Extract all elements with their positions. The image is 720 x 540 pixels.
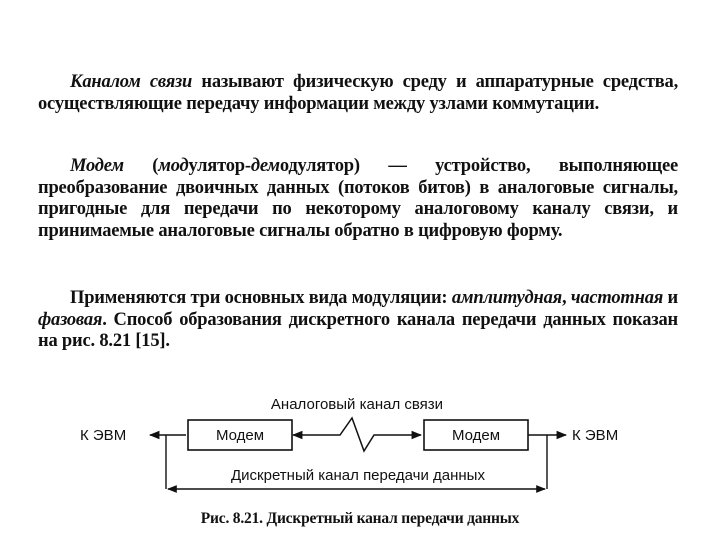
analog-link-zigzag (293, 418, 421, 451)
paragraph-modem-definition (38, 156, 678, 242)
paragraph-channel-definition (38, 72, 678, 115)
channel-definition-text: называют физическую среду и аппаратурные средства, осуществляющие передачу информации между узлами коммутации. (38, 72, 678, 114)
modem-mid-part: улятор- (188, 156, 251, 176)
modem-mod-part: мод (158, 156, 189, 176)
right-terminal-label: К ЭВМ (572, 427, 619, 444)
and-separator: и (663, 288, 678, 308)
term-channel: Каналом связи (70, 72, 193, 92)
modulation-intro: Применяются три основных вида модуляции: (70, 288, 452, 308)
comma-separator: , (561, 288, 571, 308)
term-phase: фазовая (38, 309, 103, 330)
figure-caption: Рис. 8.21. Дискретный канал передачи данных (200, 510, 520, 527)
term-amplitude: амплитудная (451, 288, 562, 308)
discrete-channel-label: Дискретный канал передачи данных (231, 467, 485, 484)
term-modem: Модем (70, 156, 124, 176)
discrete-channel-diagram (0, 385, 720, 505)
left-terminal-label: К ЭВМ (80, 427, 127, 444)
paragraph-modulation-types (38, 288, 678, 353)
term-frequency: частотная (570, 288, 664, 308)
analog-channel-label: Аналоговый канал связи (270, 396, 444, 413)
left-modem-label: Модем (215, 427, 265, 444)
modulation-outro: . Способ образования дискретного канала передачи данных показан на рис. 8.21 [15]. (38, 309, 678, 351)
right-modem-label: Модем (451, 427, 501, 444)
modem-dem-part: дем (250, 156, 280, 176)
modem-definition-text: одулятор) — устройство, выполняющее преобразование двоичных данных (потоков битов) в аналоговые сигналы, пригодные для передачи по некоторому аналоговому каналу связи, и принимаемые аналоговые сигналы обратно в цифровую форму. (38, 156, 678, 241)
modem-paren-open: ( (123, 156, 159, 176)
